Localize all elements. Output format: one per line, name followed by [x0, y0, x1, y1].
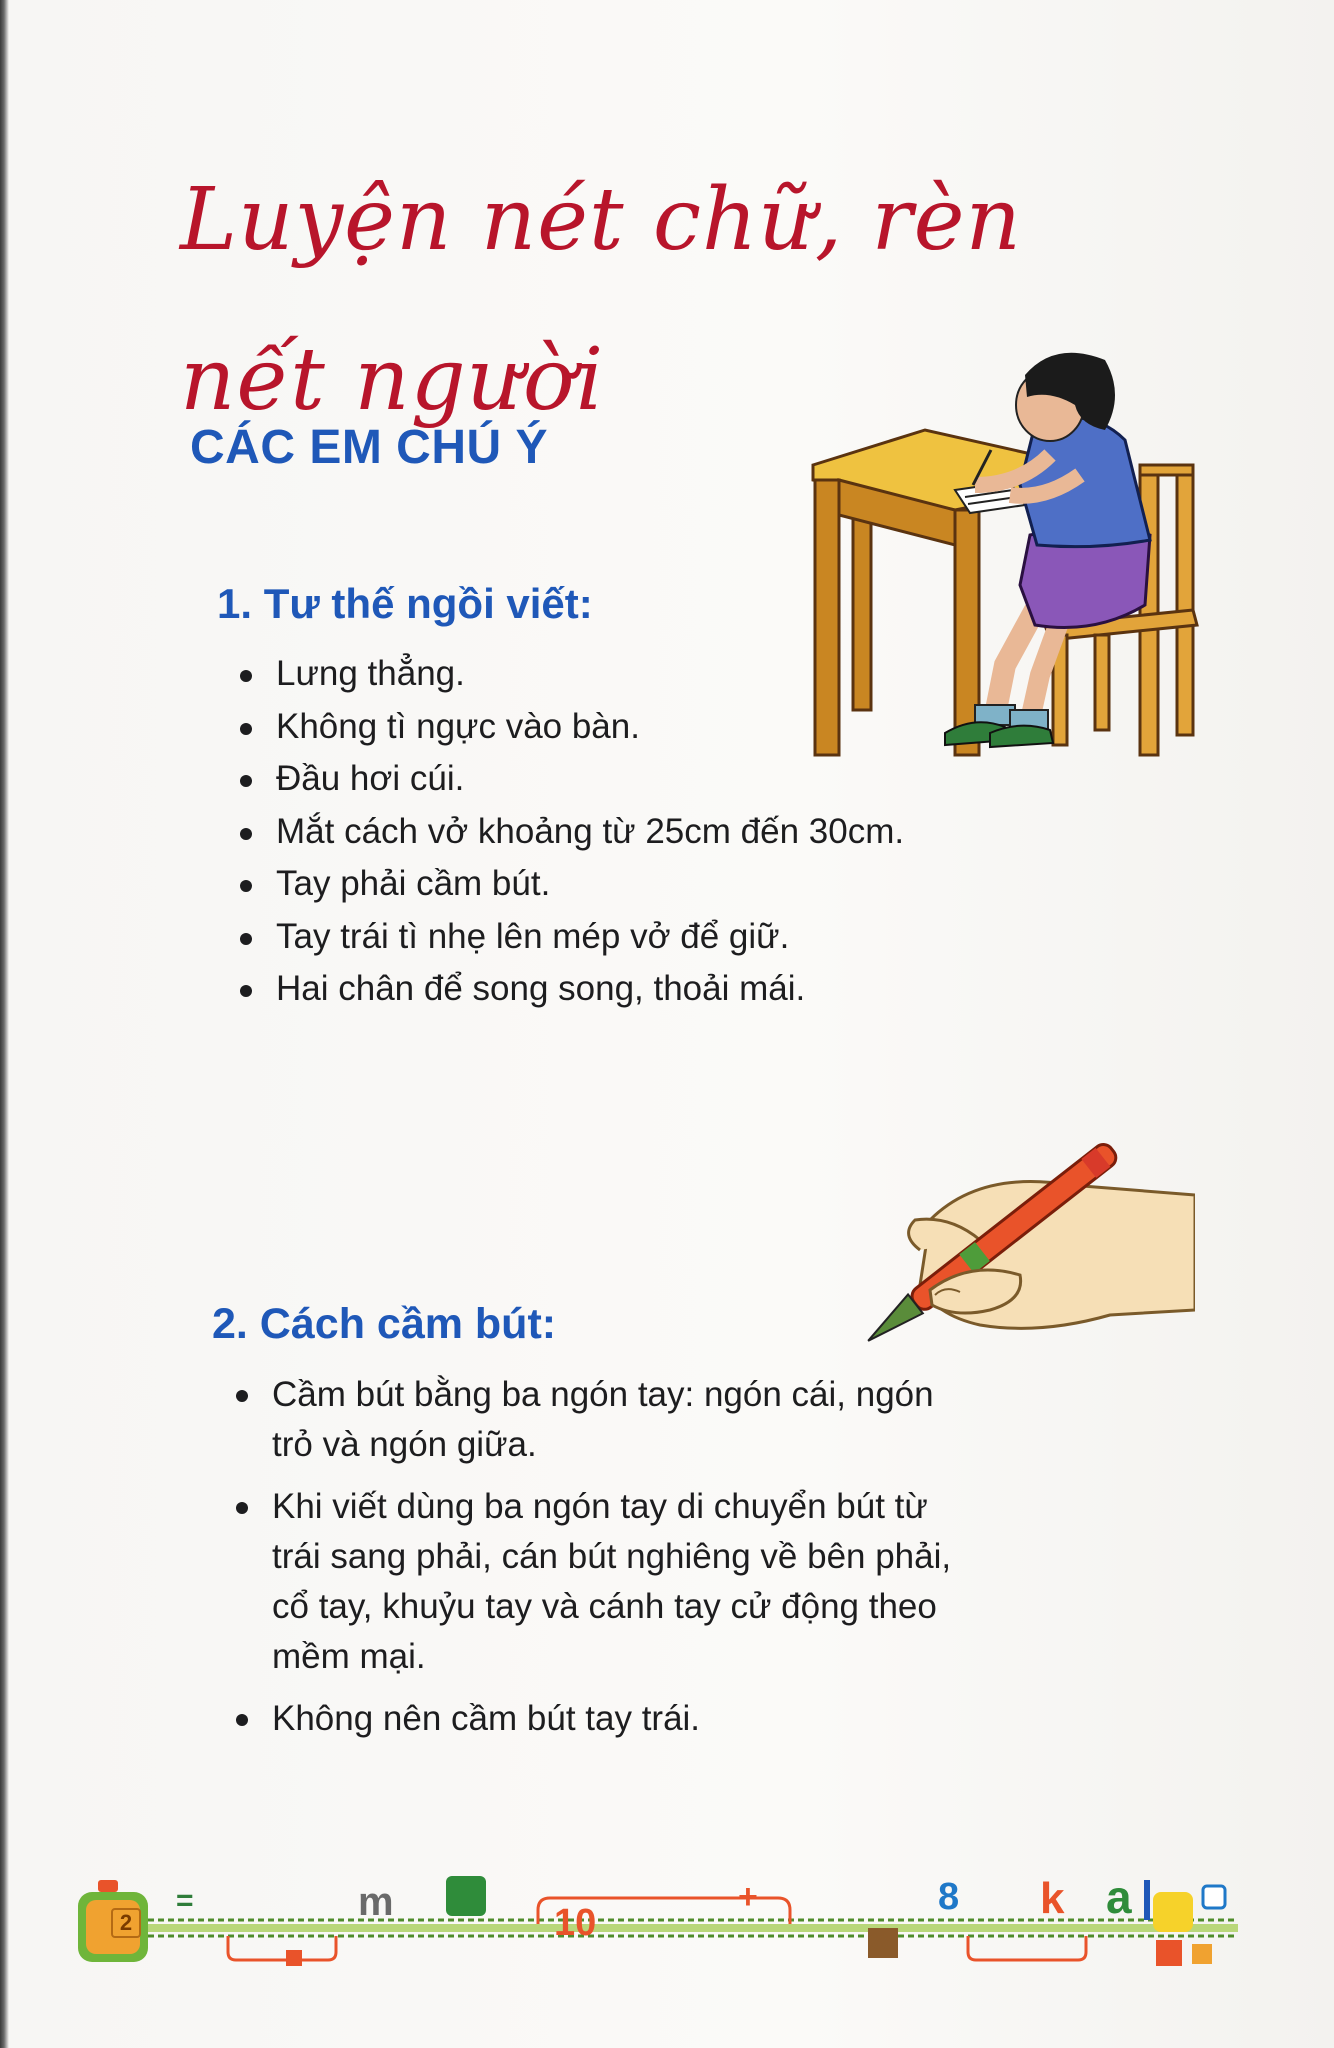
number-ten: 10 — [554, 1902, 597, 1944]
note-heading: CÁC EM CHÚ Ý — [190, 421, 549, 474]
list-item: Đầu hơi cúi. — [240, 753, 1000, 806]
girl-writing-at-desk-illustration — [805, 335, 1200, 765]
number-eight: 8 — [938, 1876, 960, 1918]
page-number: 2 — [111, 1908, 141, 1938]
list-item: Mắt cách vở khoảng từ 25cm đến 30cm. — [240, 806, 1000, 859]
letter-m: m — [358, 1880, 394, 1924]
list-item: Tay phải cầm bút. — [240, 858, 1000, 911]
list-item: Tay trái tì nhẹ lên mép vở để giữ. — [240, 911, 1000, 964]
list-item: Cầm bút bằng ba ngón tay: ngón cái, ngón trỏ và ngón giữa. — [236, 1370, 976, 1470]
hand-holding-pen-illustration — [860, 1100, 1195, 1345]
pen-grip-list — [236, 1370, 976, 1756]
plus-symbol: + — [738, 1878, 758, 1916]
list-item: Hai chân để song song, thoải mái. — [240, 963, 1000, 1016]
section-heading-posture: 1. Tư thế ngồi viết: — [217, 580, 593, 627]
footer-decoration — [78, 1870, 1278, 1970]
page-title: Luyện nét chữ, rèn nết người — [180, 170, 1022, 430]
equals-symbol: = — [176, 1884, 194, 1917]
decorative-footer-strip — [78, 1870, 1278, 1970]
list-item: Khi viết dùng ba ngón tay di chuyển bút từ trái sang phải, cán bút nghiêng về bên phải, cổ tay, khuỷu tay và cánh tay cử động theo mềm mại. — [236, 1482, 976, 1682]
section-heading-pen-grip: 2. Cách cầm bút: — [212, 1300, 557, 1348]
letter-k: k — [1040, 1874, 1065, 1923]
letter-a: a — [1106, 1871, 1132, 1923]
list-item: Lưng thẳng. — [240, 648, 1000, 701]
list-item: Không tì ngực vào bàn. — [240, 701, 1000, 754]
list-item: Không nên cầm bút tay trái. — [236, 1694, 976, 1744]
